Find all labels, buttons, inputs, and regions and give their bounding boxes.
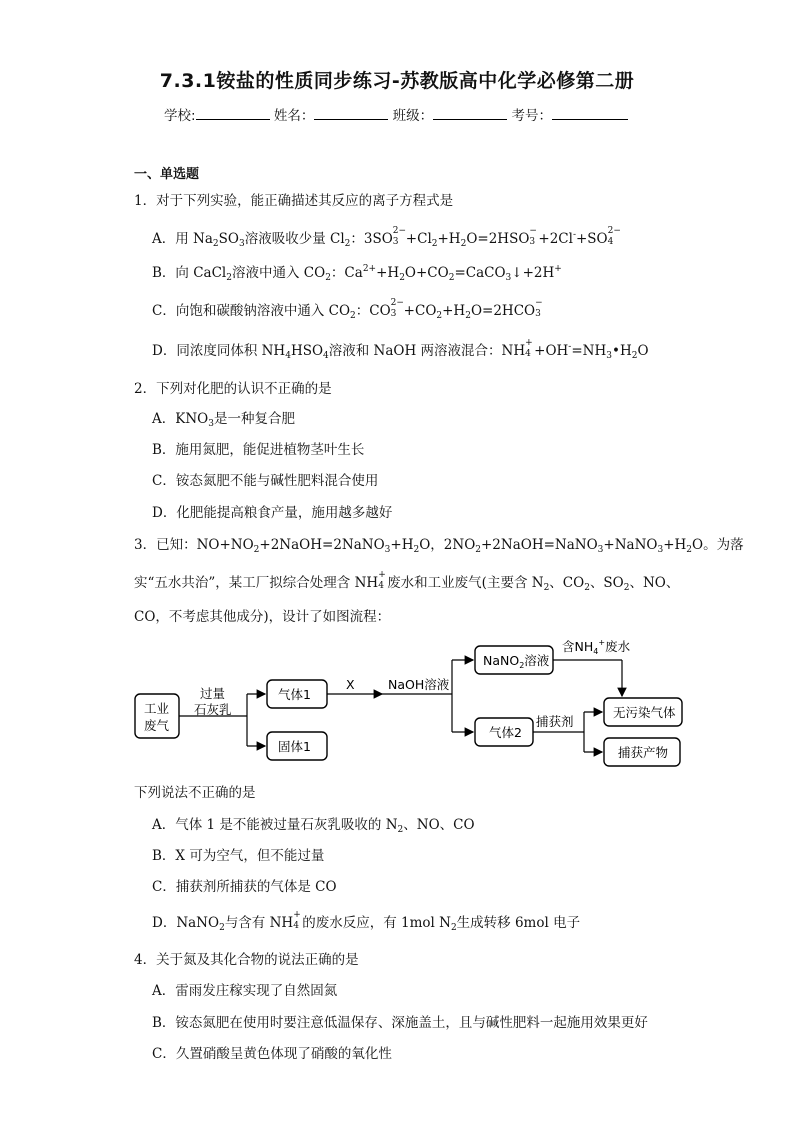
question-1-option-c: C．向饱和碳酸钠溶液中通入 $CO_2$：CO 2− 3 $+CO_2+H_2O=2HCO$ − 3 <box>152 298 543 321</box>
school-label: 学校: <box>164 108 196 124</box>
name-label: 姓名： <box>273 108 315 124</box>
question-3-line-1: 3．已知：$NO+NO_2+2NaOH=2NaNO_3+H_2O$，$2NO_2+2NaOH=NaNO_3+NaNO_3+H_2O$。为落 <box>134 537 744 555</box>
question-1-stem: 1．对于下列实验，能正确描述其反应的离子方程式是 <box>134 193 454 209</box>
question-3-prompt: 下列说法不正确的是 <box>134 785 256 801</box>
name-blank[interactable] <box>314 106 388 120</box>
label-capture-agent: 捕获剂 <box>536 714 574 729</box>
label-nano2-solution: NaNO$_2$溶液 <box>483 653 550 670</box>
question-1-option-b: B．向 CaCl$_2$溶液中通入 $CO_2$：$Ca^{2+}+H_2O+CO_2=CaCO_3↓+2H^+$ <box>152 264 562 283</box>
school-blank[interactable] <box>196 106 270 120</box>
label-waste-gas: 废气 <box>144 718 170 733</box>
question-1-option-d: D．同浓度同体积 $NH_4HSO_4$溶液和 NaOH 两溶液混合：NH + 4 $+OH^-=NH_3•H_2O$ <box>152 338 649 361</box>
question-2-stem: 2．下列对化肥的认识不正确的是 <box>134 381 332 397</box>
label-lime-milk: 石灰乳 <box>194 702 232 717</box>
question-3-line-3: CO，不考虑其他成分)，设计了如图流程： <box>134 609 391 625</box>
label-industrial: 工业 <box>144 701 170 716</box>
label-captured-product: 捕获产物 <box>618 745 669 760</box>
process-flow-diagram <box>130 636 700 776</box>
question-3-option-d: D．NaNO$_2$与含有 NH + 4 的废水反应，有 1mol $N_2$生成转移 6mol 电子 <box>152 910 581 933</box>
label-excess: 过量 <box>200 686 226 701</box>
question-3-option-b: B．X 可为空气，但不能过量 <box>152 848 325 864</box>
label-pollution-free-gas: 无污染气体 <box>613 705 676 720</box>
question-3-option-a: A．气体 1 是不能被过量石灰乳吸收的 $N_2$、NO、CO <box>152 817 475 835</box>
question-4-stem: 4．关于氮及其化合物的说法正确的是 <box>134 952 359 968</box>
exam-number-blank[interactable] <box>552 106 628 120</box>
label-x: X <box>346 677 355 692</box>
question-2-option-d: D．化肥能提高粮食产量，施用越多越好 <box>152 505 393 521</box>
question-4-option-c: C．久置硝酸呈黄色体现了硝酸的氧化性 <box>152 1046 392 1062</box>
question-3-line-2: 实“五水共治”，某工厂拟综合处理含 NH + 4 废水和工业废气(主要含 $N_2$、$CO_2$、$SO_2$、NO、 <box>134 570 680 593</box>
label-gas2: 气体2 <box>489 725 522 740</box>
question-4-option-b: B．铵态氮肥在使用时要注意低温保存、深施盖土，且与碱性肥料一起施用效果更好 <box>152 1015 648 1031</box>
student-info-line <box>164 104 628 124</box>
question-1-option-a: A．用 $Na_2SO_3$溶液吸收少量 $Cl_2$：3SO 2− 3 $+Cl_2+H_2O=2HSO$ − 3 +2Cl-+SO 2− 4 <box>152 226 621 249</box>
label-naoh-solution: NaOH溶液 <box>388 677 450 692</box>
question-2-option-b: B．施用氮肥，能促进植物茎叶生长 <box>152 442 365 458</box>
page-title: 7.3.1铵盐的性质同步练习-苏教版高中化学必修第二册 <box>159 70 635 92</box>
section-heading: 一、单选题 <box>134 167 200 182</box>
class-blank[interactable] <box>433 106 507 120</box>
question-4-option-a: A．雷雨发庄稼实现了自然固氮 <box>152 983 338 999</box>
question-3-option-c: C．捕获剂所捕获的气体是 CO <box>152 879 337 895</box>
label-gas1: 气体1 <box>278 687 311 702</box>
question-2-option-a: A．$KNO_3$是一种复合肥 <box>152 411 295 429</box>
exam-number-label: 考号： <box>511 108 552 124</box>
question-2-option-c: C．铵态氮肥不能与碱性肥料混合使用 <box>152 473 379 489</box>
label-solid1: 固体1 <box>278 739 311 754</box>
class-label: 班级： <box>392 108 434 124</box>
label-nh4-waste-water: 含$NH_4^+$废水 <box>562 638 631 656</box>
